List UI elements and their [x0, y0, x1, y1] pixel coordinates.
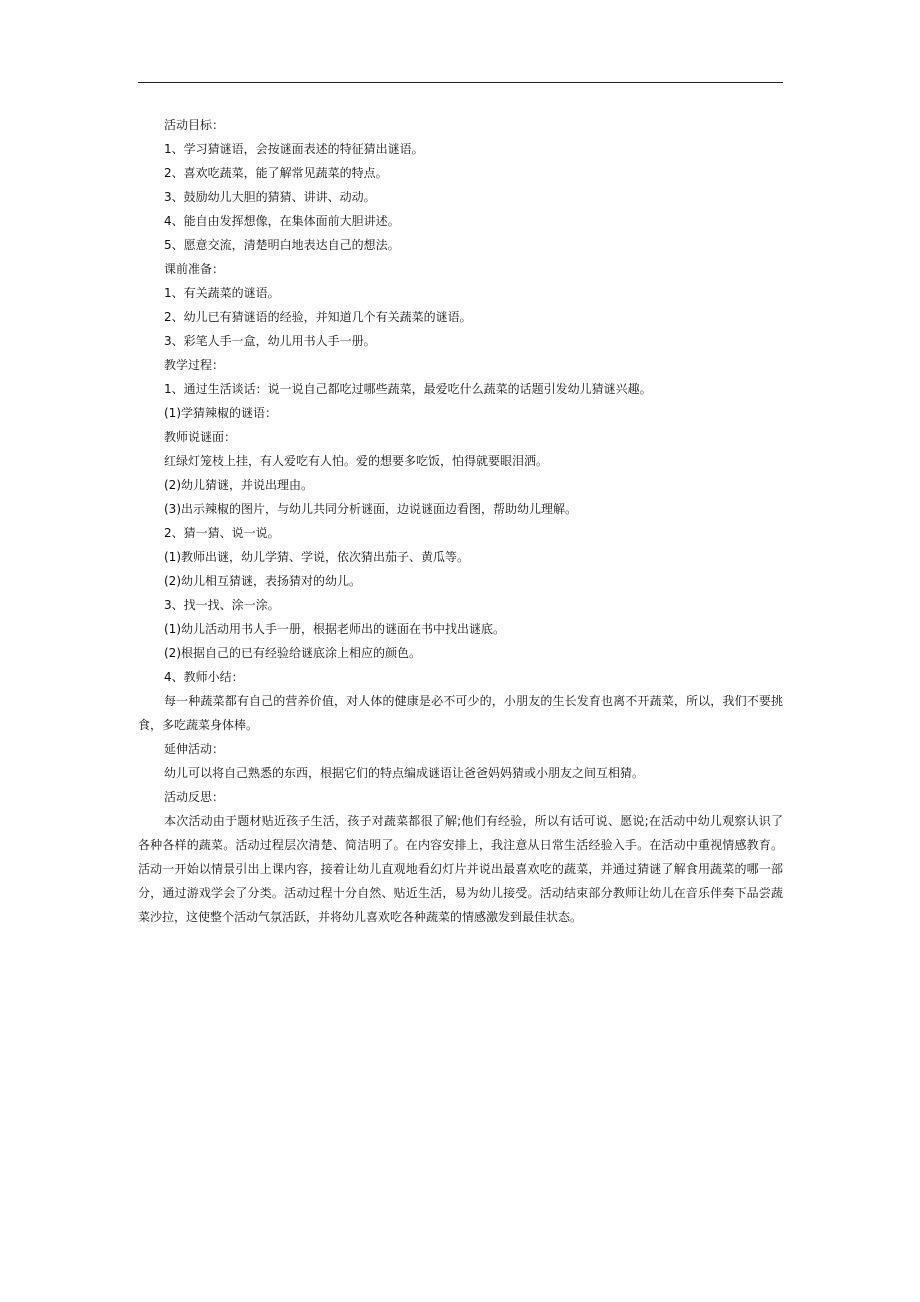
goal-item: 3、鼓励幼儿大胆的猜猜、讲讲、动动。 — [164, 190, 376, 204]
goal-item: 2、喜欢吃蔬菜，能了解常见蔬菜的特点。 — [164, 166, 388, 180]
prep-item: 2、幼儿已有猜谜语的经验，并知道几个有关蔬菜的谜语。 — [164, 310, 472, 324]
process-item: 4、教师小结： — [164, 670, 244, 684]
extension-paragraph: 幼儿可以将自己熟悉的东西，根据它们的特点编成谜语让爸爸妈妈猜或小朋友之间互相猜。 — [164, 766, 645, 780]
section-heading-goals: 活动目标： — [164, 118, 225, 132]
reflection-paragraph: 本次活动由于题材贴近孩子生活，孩子对蔬菜都很了解;他们有经验，所以有话可说、愿说;在活动中幼儿观察认识了各种各样的蔬菜。活动过程层次清楚、简洁明了。在内容安排上，我注意从日常生活经验入手。在活动中重视情感教育。活动一开始以情景引出上课内容，接着让幼儿直观地看幻灯片并说出最喜欢吃的蔬菜，并通过猜谜了解食用蔬菜的哪一部分，通过游戏学会了分类。活动过程十分自然、贴近生活，易为幼儿接受。活动结束部分教师让幼儿在音乐伴奏下品尝蔬菜沙拉，这使整个活动气氛活跃，并将幼儿喜欢吃各种蔬菜的情感激发到最佳状态。 — [138, 814, 783, 924]
process-item: 2、猜一猜、说一说。 — [164, 526, 280, 540]
summary-paragraph: 每一种蔬菜都有自己的营养价值，对人体的健康是必不可少的，小朋友的生长发育也离不开蔬菜，所以，我们不要挑食，多吃蔬菜身体棒。 — [138, 694, 783, 732]
process-item: (1)教师出谜，幼儿学猜、学说，依次猜出茄子、黄瓜等。 — [164, 550, 470, 564]
prep-item: 1、有关蔬菜的谜语。 — [164, 286, 280, 300]
section-heading-prep: 课前准备： — [164, 262, 225, 276]
document-body — [138, 113, 783, 929]
process-item: (2)幼儿相互猜谜，表扬猜对的幼儿。 — [164, 574, 361, 588]
section-heading-extension: 延伸活动： — [164, 742, 225, 756]
process-item: (2)幼儿猜谜，并说出理由。 — [164, 478, 313, 492]
process-item: 3、找一找、涂一涂。 — [164, 598, 280, 612]
process-item: 红绿灯笼枝上挂，有人爱吃有人怕。爱的想要多吃饭，怕得就要眼泪洒。 — [164, 454, 549, 468]
process-item: (3)出示辣椒的图片，与幼儿共同分析谜面，边说谜面边看图，帮助幼儿理解。 — [164, 502, 578, 516]
section-heading-reflection: 活动反思： — [164, 790, 225, 804]
process-item: (1)幼儿活动用书人手一册，根据老师出的谜面在书中找出谜底。 — [164, 622, 506, 636]
prep-item: 3、彩笔人手一盒，幼儿用书人手一册。 — [164, 334, 376, 348]
process-item: 1、通过生活谈话：说一说自己都吃过哪些蔬菜，最爱吃什么蔬菜的话题引发幼儿猜谜兴趣。 — [164, 382, 652, 396]
process-item: 教师说谜面： — [164, 430, 237, 444]
process-item: (2)根据自己的已有经验给谜底涂上相应的颜色。 — [164, 646, 421, 660]
goal-item: 1、学习猜谜语，会按谜面表述的特征猜出谜语。 — [164, 142, 424, 156]
goal-item: 4、能自由发挥想像，在集体面前大胆讲述。 — [164, 214, 400, 228]
section-heading-process: 教学过程： — [164, 358, 225, 372]
goal-item: 5、愿意交流，清楚明白地表达自己的想法。 — [164, 238, 400, 252]
header-rule — [138, 82, 783, 83]
process-item: (1)学猜辣椒的谜语： — [164, 406, 277, 420]
